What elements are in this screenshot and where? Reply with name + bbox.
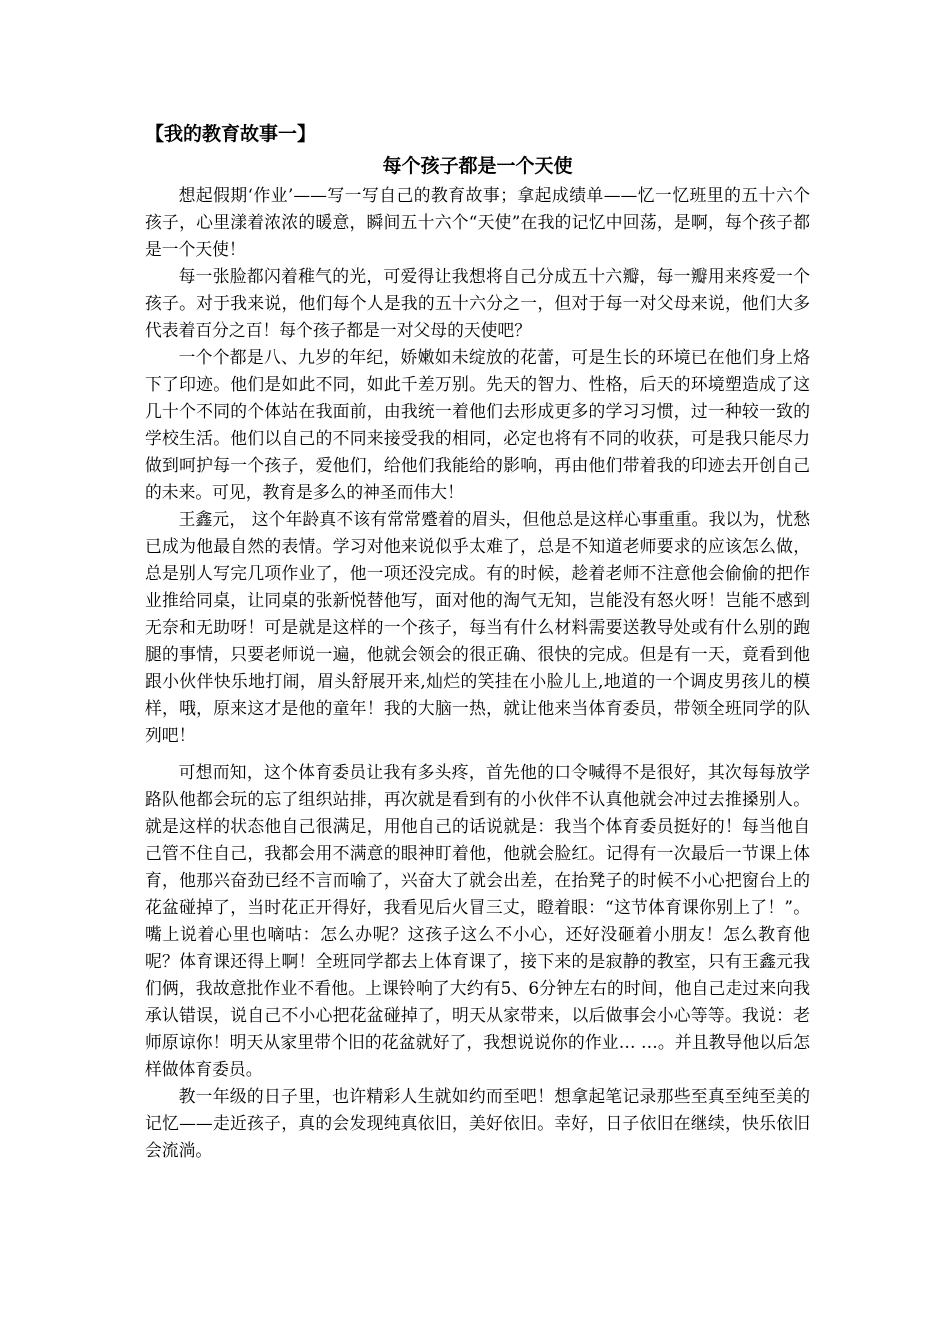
paragraph-faces: 每一张脸都闪着稚气的光，可爱得让我想将自己分成五十六瓣，每一瓣用来疼爱一个孩子。对于我来说，他们每个人是我的五十六分之一，但对于每一对父母来说，他们大多代表着百分之百！每个孩子都是一对父母的天使吧？: [145, 266, 810, 340]
paragraph-intro: 想起假期‘作业’——写一写自己的教育故事；拿起成绩单——忆一忆班里的五十六个孩子，心里漾着浓浓的暖意，瞬间五十六个“天使”在我的记忆中回荡，是啊，每个孩子都是一个天使！: [145, 185, 810, 259]
paragraph-conclusion: 教一年级的日子里，也许精彩人生就如约而至吧！想拿起笔记录那些至真至纯至美的记忆——走近孩子，真的会发现纯真依旧，美好依旧。幸好，日子依旧在继续，快乐依旧会流淌。: [145, 1086, 810, 1160]
paragraph-differences: 一个个都是八、九岁的年纪，娇嫩如未绽放的花蕾，可是生长的环境已在他们身上烙下了印迹。他们是如此不同，如此千差万别。先天的智力、性格，后天的环境塑造成了这几十个不同的个体站在我面前，由我统一着他们去形成更多的学习习惯，过一种较一致的学校生活。他们以自己的不同来接受我的相同，必定也将有不同的收获，可是我只能尽力做到呵护每一个孩子，爱他们，给他们我能给的影响，再由他们带着我的印迹去开创自己的未来。可见，教育是多么的神圣而伟大！: [145, 347, 810, 502]
document-body: [145, 118, 810, 1164]
section-heading: 【我的教育故事一】: [145, 123, 317, 145]
paragraph-sports-monitor: 可想而知，这个体育委员让我有多头疼，首先他的口令喊得不是很好，其次每每放学路队他都会玩的忘了组织站排，再次就是看到有的小伙伴不认真他就会冲过去推搡别人。就是这样的状态他自己很满足，用他自己的话说就是：我当个体育委员挺好的！每当他自己管不住自己，我都会用不满意的眼神盯着他，他就会脸红。记得有一次最后一节课上体育，他那兴奋劲已经不言而喻了，兴奋大了就会出差，在抬凳子的时候不小心把窗台上的花盆碰掉了，当时花正开得好，我看见后火冒三丈，瞪着眼：“这节体育课你别上了！”。嘴上说着心里也嘀咕：怎么办呢？这孩子这么不小心，还好没砸着小朋友！怎么教育他呢？体育课还得上啊！全班同学都去上体育课了，接下来的是寂静的教室，只有王鑫元我们俩，我故意批作业不看他。上课铃响了大约有5、6分钟左右的时间，他自己走过来向我承认错误，说自己不小心把花盆碰掉了，明天从家带来，以后做事会小心等等。我说：老师原谅你！明天从家里带个旧的花盆就好了，我想说说你的作业… …。并且教导他以后怎样做体育委员。: [145, 762, 810, 1079]
paragraph-wang-xinyuan: 王鑫元， 这个年龄真不该有常常蹙着的眉头，但他总是这样心事重重。我以为，忧愁已成为他最自然的表情。学习对他来说似乎太难了，总是不知道老师要求的应该怎么做，总是别人写完几项作业了，他一项还没完成。有的时候，趁着老师不注意他会偷偷的把作业推给同桌，让同桌的张新悦替他写，面对他的淘气无知，岂能没有怒火呀！岂能不感到无奈和无助呀！可是就是这样的一个孩子，每当有什么材料需要送教导处或有什么别的跑腿的事情，只要老师说一遍，他就会领会的很正确、很快的完成。但是有一天，竟看到他跟小伙伴快乐地打闹，眉头舒展开来,灿烂的笑挂在小脸儿上,地道的一个调皮男孩儿的模样，哦，原来这才是他的童年！我的大脑一热，就让他来当体育委员，带领全班同学的队列吧！: [145, 509, 810, 745]
story-title: 每个孩子都是一个天使: [382, 155, 573, 177]
